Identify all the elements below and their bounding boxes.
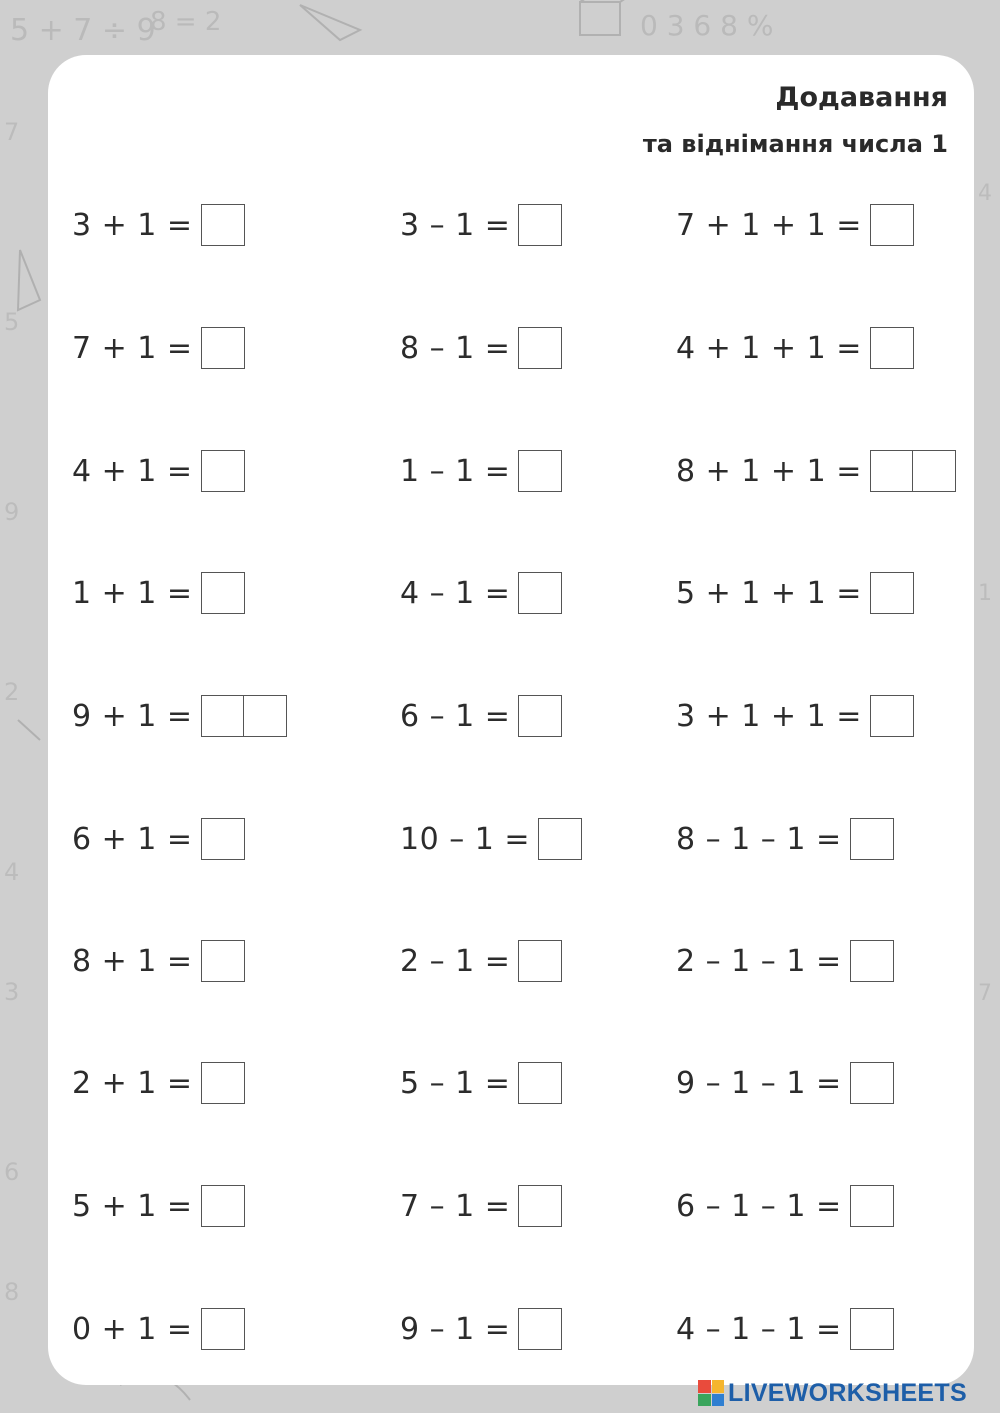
equation-expression: 0 + 1 = bbox=[72, 1311, 193, 1347]
equation-expression: 8 – 1 – 1 = bbox=[676, 821, 842, 857]
equation-row bbox=[48, 1053, 974, 1113]
answer-boxes bbox=[850, 1185, 894, 1227]
equation-expression: 5 – 1 = bbox=[400, 1065, 511, 1101]
equation-expression: 9 + 1 = bbox=[72, 698, 193, 734]
svg-text:8 = 2: 8 = 2 bbox=[150, 7, 222, 37]
equation-subtraction bbox=[400, 441, 562, 501]
answer-box[interactable] bbox=[201, 1308, 245, 1350]
answer-box[interactable] bbox=[870, 450, 914, 492]
answer-box[interactable] bbox=[518, 572, 562, 614]
equation-addition bbox=[72, 686, 287, 746]
answer-box[interactable] bbox=[201, 1185, 245, 1227]
equation-expression: 7 + 1 + 1 = bbox=[676, 207, 862, 243]
equation-expression: 6 + 1 = bbox=[72, 821, 193, 857]
equation-expression: 8 + 1 = bbox=[72, 943, 193, 979]
equation-subtraction bbox=[400, 809, 582, 869]
answer-boxes bbox=[201, 572, 245, 614]
equation-addition bbox=[72, 563, 245, 623]
liveworksheets-logo-icon bbox=[698, 1380, 724, 1406]
answer-box[interactable] bbox=[870, 204, 914, 246]
answer-box[interactable] bbox=[850, 1062, 894, 1104]
equation-expression: 3 + 1 = bbox=[72, 207, 193, 243]
answer-box[interactable] bbox=[518, 1308, 562, 1350]
answer-box[interactable] bbox=[201, 818, 245, 860]
equation-row bbox=[48, 931, 974, 991]
equation-expression: 3 + 1 + 1 = bbox=[676, 698, 862, 734]
answer-box[interactable] bbox=[518, 327, 562, 369]
equation-row bbox=[48, 441, 974, 501]
svg-text:7: 7 bbox=[978, 981, 992, 1006]
svg-text:2: 2 bbox=[4, 678, 20, 706]
equation-row bbox=[48, 686, 974, 746]
answer-boxes bbox=[201, 1062, 245, 1104]
equation-expression: 10 – 1 = bbox=[400, 821, 531, 857]
equation-subtraction bbox=[400, 931, 562, 991]
answer-boxes bbox=[870, 204, 914, 246]
equation-expression: 6 – 1 – 1 = bbox=[676, 1188, 842, 1224]
answer-box[interactable] bbox=[850, 1308, 894, 1350]
answer-box[interactable] bbox=[538, 818, 582, 860]
answer-boxes bbox=[870, 450, 956, 492]
equation-addition bbox=[72, 1176, 245, 1236]
answer-box[interactable] bbox=[850, 940, 894, 982]
equation-three-term bbox=[676, 195, 914, 255]
equation-expression: 4 + 1 = bbox=[72, 453, 193, 489]
answer-box[interactable] bbox=[850, 1185, 894, 1227]
svg-text:1: 1 bbox=[978, 581, 992, 606]
svg-text:8: 8 bbox=[4, 1278, 20, 1306]
equation-addition bbox=[72, 809, 245, 869]
equation-expression: 8 – 1 = bbox=[400, 330, 511, 366]
equation-expression: 3 – 1 = bbox=[400, 207, 511, 243]
equation-three-term bbox=[676, 931, 894, 991]
answer-boxes bbox=[538, 818, 582, 860]
equation-row bbox=[48, 318, 974, 378]
equation-subtraction bbox=[400, 1176, 562, 1236]
title-line-1: Додавання bbox=[775, 82, 948, 113]
equation-expression: 4 – 1 – 1 = bbox=[676, 1311, 842, 1347]
equation-row bbox=[48, 195, 974, 255]
answer-boxes bbox=[850, 818, 894, 860]
answer-boxes bbox=[201, 1185, 245, 1227]
answer-boxes bbox=[518, 695, 562, 737]
equation-three-term bbox=[676, 563, 914, 623]
equation-addition bbox=[72, 318, 245, 378]
answer-boxes bbox=[870, 327, 914, 369]
equation-three-term bbox=[676, 1176, 894, 1236]
equation-three-term bbox=[676, 809, 894, 869]
equation-subtraction bbox=[400, 563, 562, 623]
answer-boxes bbox=[518, 1308, 562, 1350]
worksheet-title bbox=[643, 75, 948, 167]
answer-box[interactable] bbox=[243, 695, 287, 737]
answer-boxes bbox=[518, 1062, 562, 1104]
answer-boxes bbox=[201, 327, 245, 369]
answer-boxes bbox=[518, 1185, 562, 1227]
answer-box[interactable] bbox=[518, 450, 562, 492]
svg-text:6: 6 bbox=[4, 1158, 20, 1186]
equation-row bbox=[48, 809, 974, 869]
watermark-text: LIVEWORKSHEETS bbox=[728, 1378, 967, 1407]
svg-text:4: 4 bbox=[978, 181, 992, 206]
answer-boxes bbox=[201, 695, 287, 737]
equation-subtraction bbox=[400, 318, 562, 378]
answer-boxes bbox=[870, 695, 914, 737]
answer-box[interactable] bbox=[518, 1062, 562, 1104]
answer-box[interactable] bbox=[870, 695, 914, 737]
answer-boxes bbox=[201, 450, 245, 492]
equation-addition bbox=[72, 195, 245, 255]
worksheet-card bbox=[48, 55, 974, 1385]
answer-boxes bbox=[518, 572, 562, 614]
equation-expression: 2 – 1 = bbox=[400, 943, 511, 979]
equation-expression: 1 – 1 = bbox=[400, 453, 511, 489]
equation-three-term bbox=[676, 441, 956, 501]
svg-text:9: 9 bbox=[4, 498, 20, 526]
equation-expression: 5 + 1 + 1 = bbox=[676, 575, 862, 611]
answer-box[interactable] bbox=[912, 450, 956, 492]
svg-text:4: 4 bbox=[4, 858, 20, 886]
equation-subtraction bbox=[400, 195, 562, 255]
answer-boxes bbox=[201, 1308, 245, 1350]
equation-addition bbox=[72, 441, 245, 501]
answer-boxes bbox=[870, 572, 914, 614]
equation-subtraction bbox=[400, 1299, 562, 1359]
equation-expression: 7 + 1 = bbox=[72, 330, 193, 366]
answer-boxes bbox=[518, 940, 562, 982]
equation-expression: 8 + 1 + 1 = bbox=[676, 453, 862, 489]
answer-box[interactable] bbox=[201, 450, 245, 492]
liveworksheets-watermark bbox=[698, 1376, 967, 1410]
equation-subtraction bbox=[400, 686, 562, 746]
equation-expression: 1 + 1 = bbox=[72, 575, 193, 611]
equation-addition bbox=[72, 931, 245, 991]
equation-expression: 9 – 1 = bbox=[400, 1311, 511, 1347]
svg-text:5 + 7 ÷ 9: 5 + 7 ÷ 9 bbox=[10, 13, 156, 48]
answer-boxes bbox=[201, 940, 245, 982]
svg-text:0 3 6 8 %: 0 3 6 8 % bbox=[640, 9, 774, 42]
title-line-2: та віднімання числа 1 bbox=[642, 130, 948, 158]
equation-subtraction bbox=[400, 1053, 562, 1113]
equation-row bbox=[48, 1176, 974, 1236]
equation-expression: 6 – 1 = bbox=[400, 698, 511, 734]
answer-box[interactable] bbox=[518, 695, 562, 737]
equation-expression: 2 – 1 – 1 = bbox=[676, 943, 842, 979]
svg-text:3: 3 bbox=[4, 978, 20, 1006]
equation-row bbox=[48, 563, 974, 623]
answer-box[interactable] bbox=[870, 572, 914, 614]
equation-row bbox=[48, 1299, 974, 1359]
answer-boxes bbox=[850, 1308, 894, 1350]
answer-boxes bbox=[518, 327, 562, 369]
answer-box[interactable] bbox=[201, 204, 245, 246]
answer-box[interactable] bbox=[518, 940, 562, 982]
answer-box[interactable] bbox=[518, 204, 562, 246]
equation-expression: 5 + 1 = bbox=[72, 1188, 193, 1224]
answer-boxes bbox=[518, 450, 562, 492]
answer-box[interactable] bbox=[518, 1185, 562, 1227]
equation-three-term bbox=[676, 1299, 894, 1359]
answer-box[interactable] bbox=[870, 327, 914, 369]
equation-addition bbox=[72, 1299, 245, 1359]
answer-box[interactable] bbox=[201, 940, 245, 982]
equation-three-term bbox=[676, 1053, 894, 1113]
equation-expression: 7 – 1 = bbox=[400, 1188, 511, 1224]
equation-expression: 4 – 1 = bbox=[400, 575, 511, 611]
equation-addition bbox=[72, 1053, 245, 1113]
equation-three-term bbox=[676, 318, 914, 378]
answer-box[interactable] bbox=[201, 327, 245, 369]
equation-expression: 9 – 1 – 1 = bbox=[676, 1065, 842, 1101]
equation-three-term bbox=[676, 686, 914, 746]
equation-expression: 4 + 1 + 1 = bbox=[676, 330, 862, 366]
answer-box[interactable] bbox=[850, 818, 894, 860]
answer-boxes bbox=[201, 204, 245, 246]
answer-boxes bbox=[850, 1062, 894, 1104]
equation-expression: 2 + 1 = bbox=[72, 1065, 193, 1101]
answer-boxes bbox=[201, 818, 245, 860]
svg-text:7: 7 bbox=[4, 118, 20, 146]
answer-boxes bbox=[850, 940, 894, 982]
svg-text:5: 5 bbox=[4, 308, 20, 336]
answer-box[interactable] bbox=[201, 572, 245, 614]
answer-box[interactable] bbox=[201, 1062, 245, 1104]
answer-boxes bbox=[518, 204, 562, 246]
answer-box[interactable] bbox=[201, 695, 245, 737]
